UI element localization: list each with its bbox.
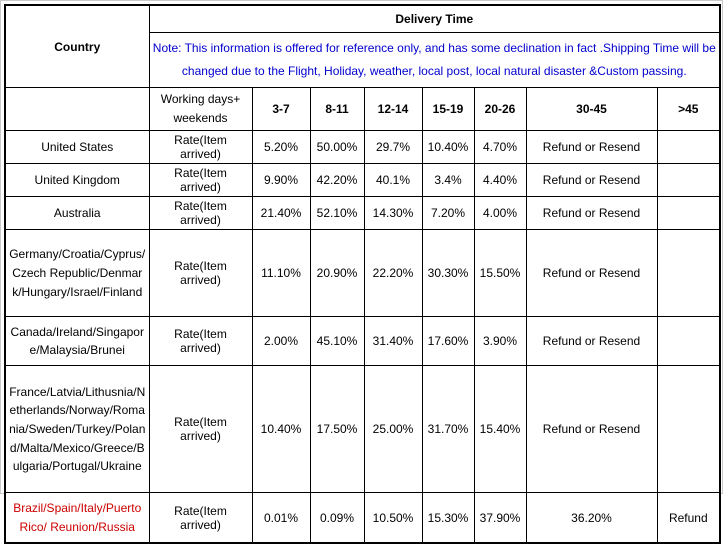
value-cell <box>657 230 720 317</box>
delivery-table-body <box>5 131 720 544</box>
value-cell: 7.20% <box>422 197 474 230</box>
value-cell: 4.00% <box>474 197 526 230</box>
column-header-12-14: 12-14 <box>364 88 422 131</box>
rate-label-cell: Rate(Item arrived) <box>149 366 252 493</box>
column-header-20-26: 20-26 <box>474 88 526 131</box>
value-cell: 14.30% <box>364 197 422 230</box>
rate-label-cell: Rate(Item arrived) <box>149 230 252 317</box>
country-cell: Germany/Croatia/Cyprus/Czech Republic/Denmark/Hungary/Israel/Finland <box>5 230 149 317</box>
column-header-working-days: Working days+ weekends <box>149 88 252 131</box>
empty-corner-cell <box>5 88 149 131</box>
value-cell: Refund or Resend <box>526 131 657 164</box>
note-line-1: Note: This information is offered for reference only, and has some declination in fact .Shipping Time will be <box>152 41 716 56</box>
delivery-time-table <box>4 4 721 544</box>
country-cell: United Kingdom <box>5 164 149 197</box>
value-cell: Refund or Resend <box>526 366 657 493</box>
value-cell <box>657 197 720 230</box>
value-cell: 15.50% <box>474 230 526 317</box>
rate-label-cell: Rate(Item arrived) <box>149 131 252 164</box>
table-row <box>5 230 720 317</box>
value-cell: 29.7% <box>364 131 422 164</box>
column-header-over-45: >45 <box>657 88 720 131</box>
value-cell: 10.50% <box>364 493 422 544</box>
note-line-2: changed due to the Flight, Holiday, weather, local post, local natural disaster &Custom passing. <box>181 64 687 78</box>
value-cell: 0.01% <box>252 493 310 544</box>
table-row <box>5 493 720 544</box>
value-cell: 3.4% <box>422 164 474 197</box>
table-row <box>5 366 720 493</box>
value-cell: 2.00% <box>252 317 310 366</box>
country-cell: Brazil/Spain/Italy/Puerto Rico/ Reunion/Russia <box>5 493 149 544</box>
value-cell: 22.20% <box>364 230 422 317</box>
value-cell: 50.00% <box>310 131 364 164</box>
value-cell: Refund <box>657 493 720 544</box>
value-cell: 31.40% <box>364 317 422 366</box>
value-cell: 17.60% <box>422 317 474 366</box>
table-row <box>5 197 720 230</box>
value-cell: Refund or Resend <box>526 230 657 317</box>
country-cell: France/Latvia/Lithusnia/Netherlands/Norway/Romania/Sweden/Turkey/Poland/Malta/Mexico/Greece/Bulgaria/Portugal/Ukraine <box>5 366 149 493</box>
value-cell: Refund or Resend <box>526 197 657 230</box>
value-cell: 31.70% <box>422 366 474 493</box>
rate-label-cell: Rate(Item arrived) <box>149 317 252 366</box>
delivery-time-title-cell: Delivery Time <box>149 5 720 33</box>
value-cell <box>657 366 720 493</box>
value-cell: 3.90% <box>474 317 526 366</box>
value-cell: 45.10% <box>310 317 364 366</box>
value-cell: Refund or Resend <box>526 317 657 366</box>
title-row <box>5 5 720 33</box>
value-cell: 52.10% <box>310 197 364 230</box>
value-cell: 15.30% <box>422 493 474 544</box>
rate-label-cell: Rate(Item arrived) <box>149 164 252 197</box>
value-cell: 11.10% <box>252 230 310 317</box>
value-cell: 37.90% <box>474 493 526 544</box>
country-cell: Australia <box>5 197 149 230</box>
table-row <box>5 317 720 366</box>
value-cell <box>657 131 720 164</box>
rate-label-cell: Rate(Item arrived) <box>149 493 252 544</box>
value-cell: 0.09% <box>310 493 364 544</box>
value-cell: 4.40% <box>474 164 526 197</box>
value-cell: 21.40% <box>252 197 310 230</box>
column-header-30-45: 30-45 <box>526 88 657 131</box>
value-cell: Refund or Resend <box>526 164 657 197</box>
country-cell: Canada/Ireland/Singapore/Malaysia/Brunei <box>5 317 149 366</box>
value-cell <box>657 164 720 197</box>
value-cell: 15.40% <box>474 366 526 493</box>
value-cell: 30.30% <box>422 230 474 317</box>
note-cell <box>149 33 720 88</box>
value-cell: 9.90% <box>252 164 310 197</box>
value-cell <box>657 317 720 366</box>
value-cell: 20.90% <box>310 230 364 317</box>
value-cell: 10.40% <box>422 131 474 164</box>
table-row <box>5 131 720 164</box>
value-cell: 10.40% <box>252 366 310 493</box>
country-cell: United States <box>5 131 149 164</box>
column-header-8-11: 8-11 <box>310 88 364 131</box>
value-cell: 25.00% <box>364 366 422 493</box>
column-header-15-19: 15-19 <box>422 88 474 131</box>
value-cell: 4.70% <box>474 131 526 164</box>
table-row <box>5 164 720 197</box>
value-cell: 5.20% <box>252 131 310 164</box>
rate-label-cell: Rate(Item arrived) <box>149 197 252 230</box>
value-cell: 42.20% <box>310 164 364 197</box>
country-header-cell: Country <box>5 5 149 88</box>
value-cell: 40.1% <box>364 164 422 197</box>
value-cell: 17.50% <box>310 366 364 493</box>
column-header-3-7: 3-7 <box>252 88 310 131</box>
value-cell: 36.20% <box>526 493 657 544</box>
column-header-row <box>5 88 720 131</box>
